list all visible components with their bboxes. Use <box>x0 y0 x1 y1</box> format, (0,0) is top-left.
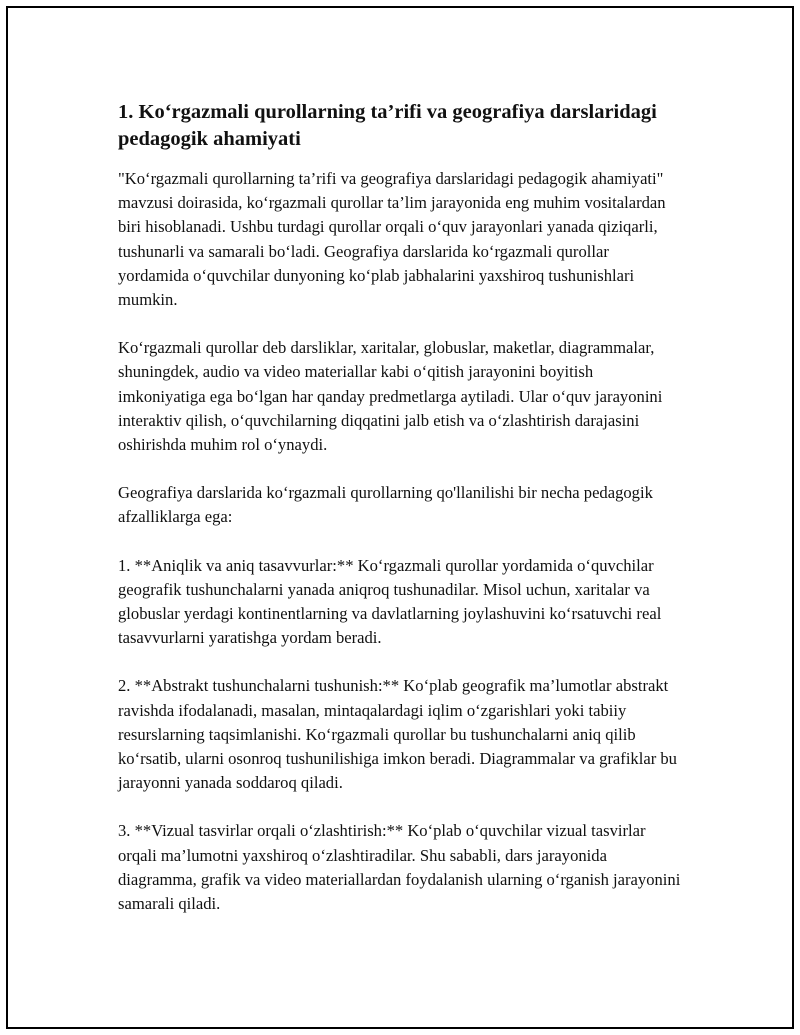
paragraph-point-2: 2. **Abstrakt tushunchalarni tushunish:** Ko‘plab geografik ma’lumotlar abstrakt ravishda ifodalanadi, masalan, mintaqalardagi iqlim o‘zgarishlari yoki tabiiy resurslarning taqsimlanishi. Ko‘rgazmali qurollar bu tushunchalarni aniq qilib ko‘rsatib, ularni osonroq tushunilishiga imkon beradi. Diagrammalar va grafiklar bu jarayonni yanada soddaroq qiladi. <box>118 676 677 793</box>
paragraph-intro: "Ko‘rgazmali qurollarning ta’rifi va geografiya darslaridagi pedagogik ahamiyati" mavzusi doirasida, ko‘rgazmali qurollar ta’lim jarayonida eng muhim vositalardan biri hisoblanadi. Ushbu turdagi qurollar orqali o‘quv jarayonlari yanada qiziqarli, tushunarli va samarali bo‘ladi. Geografiya darslarida ko‘rgazmali qurollar yordamida o‘quvchilar dunyoning ko‘plab jabhalarini yaxshiroq tushunishlari mumkin. <box>118 169 666 310</box>
document-title: 1. Ko‘rgazmali qurollarning ta’rifi va geografiya darslaridagi pedagogik ahamiyati <box>118 101 657 150</box>
page-frame <box>6 6 794 1029</box>
document-body <box>118 99 683 940</box>
paragraph-definition: Ko‘rgazmali qurollar deb darsliklar, xaritalar, globuslar, maketlar, diagrammalar, shuningdek, audio va video materiallar kabi o‘qitish jarayonini boyitish imkoniyatiga ega bo‘lgan har qanday predmetlarga aytiladi. Ular o‘quv jarayonini interaktiv qilish, o‘quvchilarning diqqatini jalb etish va o‘zlashtirish darajasini oshirishda muhim rol o‘ynaydi. <box>118 338 663 455</box>
paragraph-advantages-intro: Geografiya darslarida ko‘rgazmali qurollarning qo'llanilishi bir necha pedagogik afzalliklarga ega: <box>118 483 653 527</box>
paragraph-point-1: 1. **Aniqlik va aniq tasavvurlar:** Ko‘rgazmali qurollar yordamida o‘quvchilar geografik tushunchalarni yanada aniqroq tushunadilar. Misol uchun, xaritalar va globuslar yerdagi kontinentlarning va davlatlarning joylashuvini ko‘rsatuvchi real tasavvurlarni yaratishga yordam beradi. <box>118 555 662 648</box>
paragraph-point-3: 3. **Vizual tasvirlar orqali o‘zlashtirish:** Ko‘plab o‘quvchilar vizual tasvirlar orqali ma’lumotni yaxshiroq o‘zlashtiradilar. Shu sababli, dars jarayonida diagramma, grafik va video materiallardan foydalanish ularning o‘rganish jarayonini samarali qiladi. <box>118 821 681 914</box>
